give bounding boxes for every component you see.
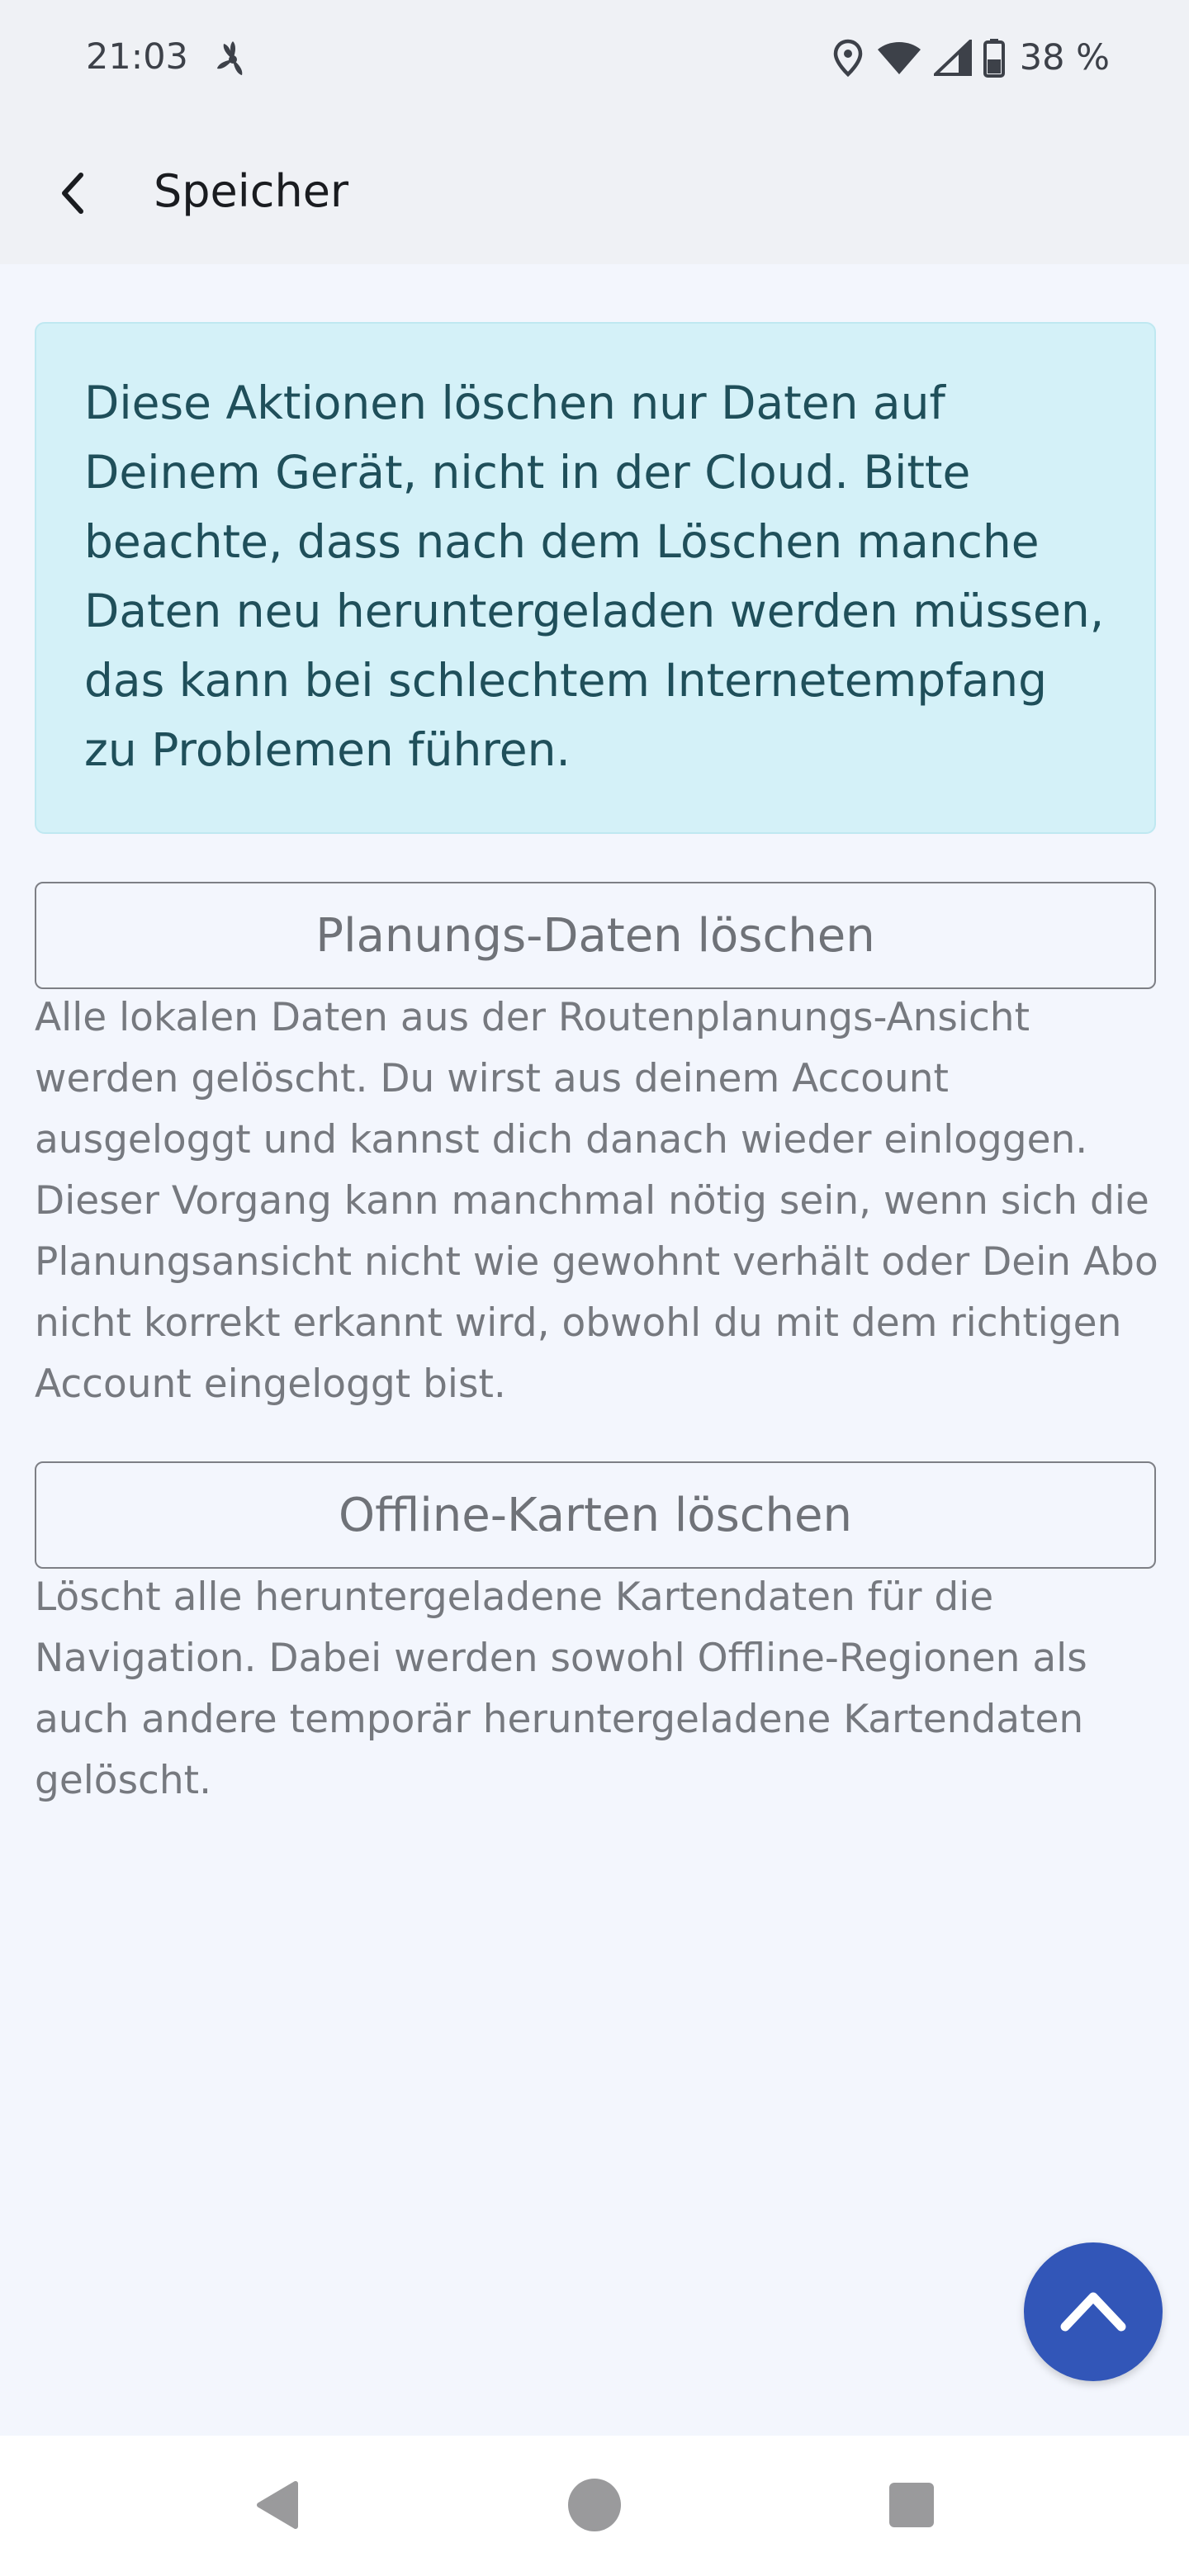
info-banner [35, 322, 1156, 834]
toolbar [0, 119, 1189, 264]
nav-back-button[interactable] [244, 2474, 310, 2540]
battery-percent: 38 % [1019, 37, 1110, 78]
signal-icon [934, 40, 972, 76]
back-triangle-icon [253, 2479, 302, 2535]
home-circle-icon [566, 2477, 623, 2536]
delete-offline-maps-button[interactable]: Offline-Karten löschen [35, 1461, 1156, 1569]
info-text: Diese Aktionen löschen nur Daten auf Deinem Gerät, nicht in der Cloud. Bitte beachte, dass nach dem Löschen manche Daten neu heruntergeladen werden müssen, das kann bei schlechtem Internetempfang zu Problemen führen. [84, 376, 1105, 776]
nav-home-button[interactable] [561, 2474, 628, 2540]
status-time: 21:03 [86, 36, 188, 78]
status-bar [0, 0, 1189, 119]
scroll-to-top-button[interactable] [1024, 2242, 1163, 2381]
back-button[interactable] [33, 155, 112, 234]
recents-square-icon [888, 2481, 936, 2532]
location-icon [831, 38, 865, 78]
status-icons [831, 33, 1110, 83]
fan-icon [211, 38, 254, 81]
nav-recents-button[interactable] [879, 2474, 945, 2540]
battery-icon [983, 38, 1005, 78]
delete-planning-data-button[interactable]: Planungs-Daten löschen [35, 882, 1156, 989]
system-nav-bar [0, 2436, 1189, 2576]
delete-offline-maps-description: Löscht alle heruntergeladene Kartendaten für die Navigation. Dabei werden sowohl Offline-Regionen als auch andere temporär heruntergeladene Kartendaten gelöscht. [35, 1574, 1087, 1803]
chevron-up-icon [1059, 2285, 1128, 2338]
wifi-icon [876, 40, 922, 76]
delete-planning-data-description: Alle lokalen Daten aus der Routenplanungs-Ansicht werden gelöscht. Du wirst aus deinem Account ausgeloggt und kannst dich danach wieder einloggen. Dieser Vorgang kann manchmal nötig sein, wenn sich die Planungsansicht nicht wie gewohnt verhält oder Dein Abo nicht korrekt erkannt wird, obwohl du mit dem richtigen Account eingeloggt bist. [35, 995, 1158, 1407]
page-title: Speicher [154, 165, 349, 217]
chevron-left-icon [56, 168, 89, 221]
